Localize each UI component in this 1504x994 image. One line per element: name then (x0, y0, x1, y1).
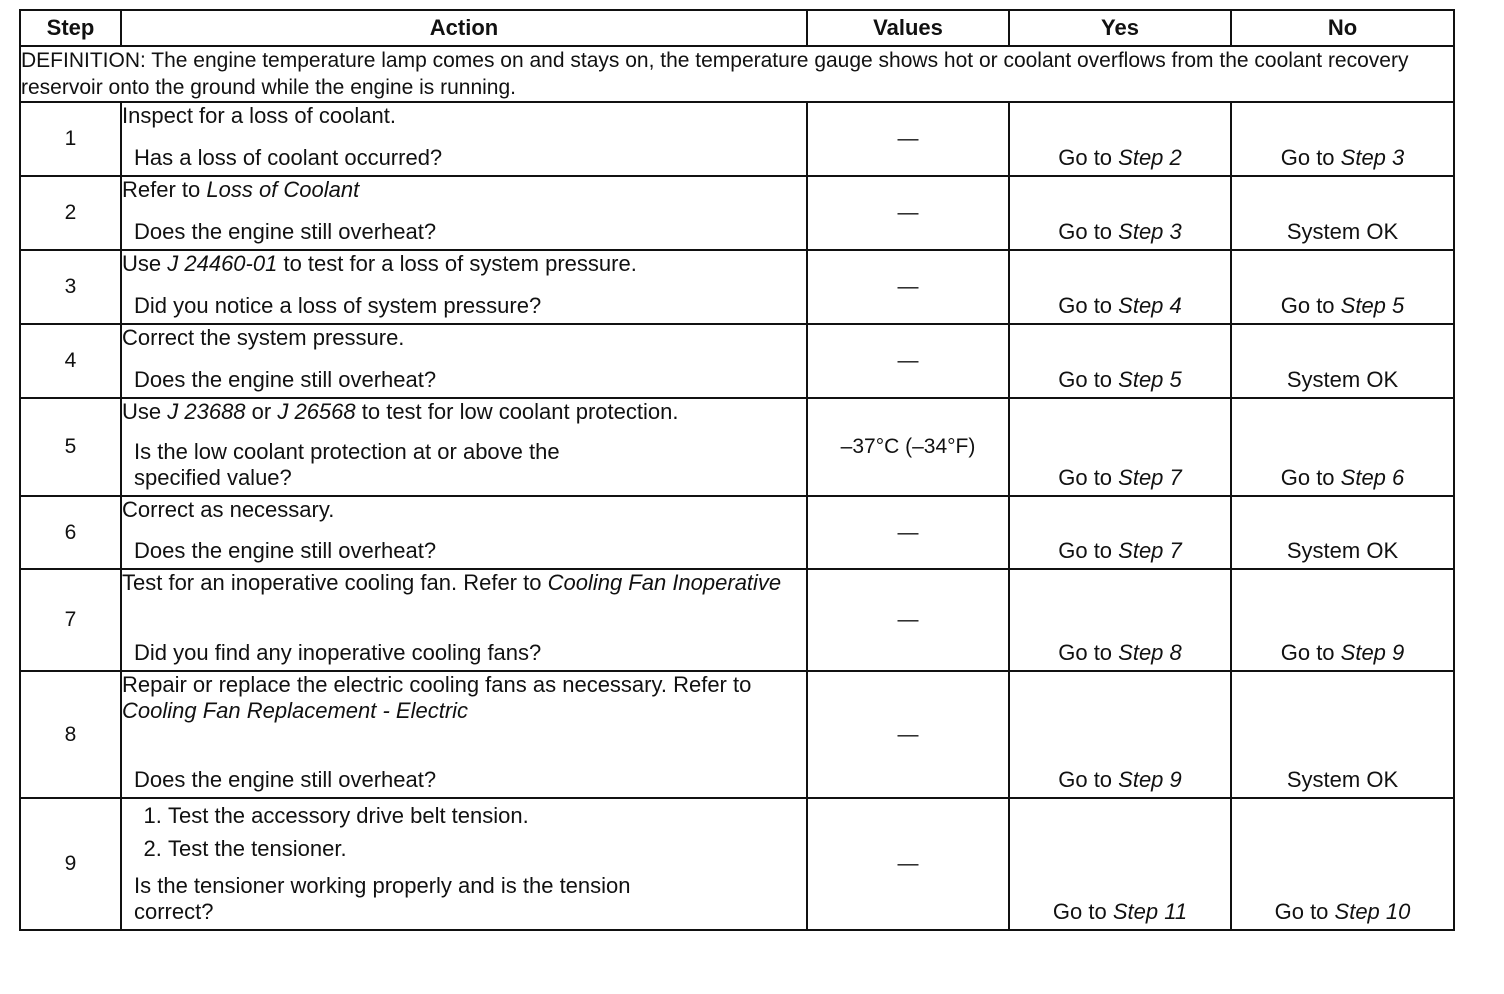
table-row (20, 798, 1454, 930)
action-reference: J 23688 (167, 399, 246, 424)
yes-prefix: Go to (1058, 367, 1119, 392)
action-question: Does the engine still overheat? (134, 767, 437, 792)
yes-cell (1009, 798, 1231, 930)
no-step-ref: Step 3 (1340, 145, 1405, 170)
action-cell (121, 102, 807, 176)
action-text (122, 251, 806, 277)
yes-cell (1009, 569, 1231, 671)
value-cell: — (807, 496, 1009, 569)
action-cell (121, 176, 807, 250)
no-cell (1231, 398, 1454, 496)
yes-step-ref: Step 2 (1118, 145, 1182, 170)
header-action: Action (121, 10, 807, 46)
yes-prefix: Go to (1052, 899, 1113, 924)
header-row (20, 10, 1454, 46)
action-question: Does the engine still overheat? (134, 219, 437, 244)
table-row (20, 569, 1454, 671)
action-cell (121, 324, 807, 398)
no-cell (1231, 102, 1454, 176)
step-number: 5 (20, 398, 121, 496)
action-question: Is the low coolant protection at or above the specified value? (134, 439, 560, 490)
no-step-ref: Step 5 (1340, 293, 1405, 318)
value-cell: — (807, 102, 1009, 176)
yes-prefix: Go to (1058, 767, 1119, 792)
yes-cell (1009, 324, 1231, 398)
action-reference: Cooling Fan Inoperative (547, 570, 782, 595)
yes-cell (1009, 671, 1231, 798)
action-list-item: 2. Test the tensioner. (168, 832, 806, 865)
action-list (122, 799, 806, 865)
table-row (20, 250, 1454, 324)
no-cell (1231, 569, 1454, 671)
yes-prefix: Go to (1058, 640, 1119, 665)
header-no: No (1231, 10, 1454, 46)
action-question: Is the tensioner working properly and is the tension correct? (134, 873, 631, 924)
action-mid: or (245, 399, 278, 424)
yes-step-ref: Step 7 (1118, 465, 1182, 490)
value-cell: — (807, 176, 1009, 250)
action-prefix: Use (122, 251, 168, 276)
no-step-ref: Step 9 (1340, 640, 1405, 665)
step-number: 6 (20, 496, 121, 569)
diagnostic-table (19, 9, 1455, 931)
table-row (20, 671, 1454, 798)
no-cell (1231, 798, 1454, 930)
step-number: 1 (20, 102, 121, 176)
action-reference: J 24460-01 (167, 251, 278, 276)
value-cell: — (807, 324, 1009, 398)
action-text (122, 177, 806, 203)
action-cell (121, 798, 807, 930)
action-prefix: Test for an inoperative cooling fan. Refer to (122, 570, 548, 595)
header-step: Step (20, 10, 121, 46)
action-question: Does the engine still overheat? (134, 367, 437, 392)
no-cell: System OK (1231, 324, 1454, 398)
action-cell (121, 250, 807, 324)
yes-prefix: Go to (1058, 538, 1119, 563)
action-suffix: to test for low coolant protection. (355, 399, 679, 424)
action-text (122, 570, 806, 596)
action-text: Correct the system pressure. (122, 325, 405, 350)
yes-step-ref: Step 9 (1118, 767, 1182, 792)
no-cell: System OK (1231, 176, 1454, 250)
action-suffix: to test for a loss of system pressure. (277, 251, 637, 276)
action-text (122, 672, 806, 724)
no-cell: System OK (1231, 671, 1454, 798)
action-question: Has a loss of coolant occurred? (134, 145, 443, 170)
step-number: 9 (20, 798, 121, 930)
table-row (20, 176, 1454, 250)
no-cell (1231, 250, 1454, 324)
table-row (20, 324, 1454, 398)
action-cell (121, 671, 807, 798)
action-question: Did you notice a loss of system pressure? (134, 293, 542, 318)
yes-cell (1009, 398, 1231, 496)
yes-step-ref: Step 11 (1112, 899, 1188, 924)
no-prefix: Go to (1280, 293, 1341, 318)
action-reference: Cooling Fan Replacement - Electric (122, 698, 469, 723)
action-cell (121, 496, 807, 569)
yes-cell (1009, 176, 1231, 250)
definition-text: DEFINITION: The engine temperature lamp comes on and stays on, the temperature gauge shows hot or coolant overflows from the coolant recovery reservoir onto the ground while the engine is running. (20, 46, 1454, 102)
yes-prefix: Go to (1058, 293, 1119, 318)
action-question: Does the engine still overheat? (134, 538, 437, 563)
yes-step-ref: Step 8 (1118, 640, 1182, 665)
table-row (20, 496, 1454, 569)
no-prefix: Go to (1280, 145, 1341, 170)
yes-step-ref: Step 3 (1118, 219, 1182, 244)
no-step-ref: Step 6 (1340, 465, 1405, 490)
action-reference-2: J 26568 (277, 399, 356, 424)
action-text: Correct as necessary. (122, 497, 335, 522)
action-cell (121, 398, 807, 496)
step-number: 7 (20, 569, 121, 671)
no-prefix: Go to (1274, 899, 1335, 924)
yes-cell (1009, 102, 1231, 176)
table-row (20, 102, 1454, 176)
yes-step-ref: Step 5 (1118, 367, 1182, 392)
action-reference: Loss of Coolant (206, 177, 360, 202)
yes-cell (1009, 496, 1231, 569)
action-text (122, 399, 806, 425)
yes-prefix: Go to (1058, 465, 1119, 490)
yes-step-ref: Step 4 (1118, 293, 1182, 318)
value-cell: — (807, 569, 1009, 671)
step-number: 3 (20, 250, 121, 324)
no-prefix: Go to (1280, 465, 1341, 490)
step-number: 2 (20, 176, 121, 250)
value-cell: — (807, 671, 1009, 798)
no-cell: System OK (1231, 496, 1454, 569)
yes-cell (1009, 250, 1231, 324)
no-step-ref: Step 10 (1334, 899, 1411, 924)
header-values: Values (807, 10, 1009, 46)
action-prefix: Use (122, 399, 168, 424)
no-prefix: Go to (1280, 640, 1341, 665)
step-number: 4 (20, 324, 121, 398)
yes-prefix: Go to (1058, 219, 1119, 244)
header-yes: Yes (1009, 10, 1231, 46)
table-row (20, 398, 1454, 496)
action-cell (121, 569, 807, 671)
action-question: Did you find any inoperative cooling fans? (134, 640, 542, 665)
value-cell: — (807, 250, 1009, 324)
yes-prefix: Go to (1058, 145, 1119, 170)
action-list-item: 1. Test the accessory drive belt tension. (168, 799, 806, 832)
action-prefix: Repair or replace the electric cooling fans as necessary. Refer to (122, 672, 752, 697)
step-number: 8 (20, 671, 121, 798)
value-cell: — (807, 798, 1009, 930)
action-prefix: Refer to (122, 177, 207, 202)
yes-step-ref: Step 7 (1118, 538, 1182, 563)
definition-row (20, 46, 1454, 102)
value-cell: –37°C (–34°F) (807, 398, 1009, 496)
action-text: Inspect for a loss of coolant. (122, 103, 396, 128)
